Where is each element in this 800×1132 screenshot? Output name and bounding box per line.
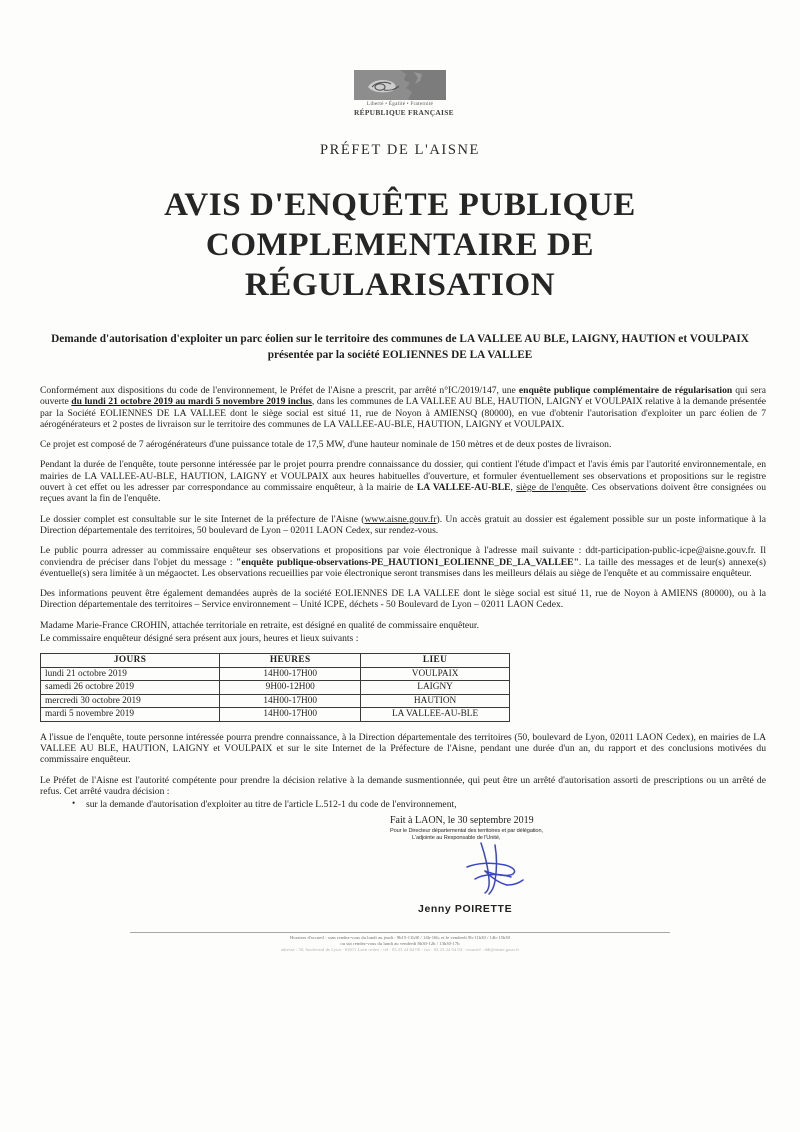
document-body xyxy=(0,385,800,644)
bullet-item-authorization: • sur la demande d'autorisation d'exploiter au titre de l'article L.512-1 du code de l'environnement, xyxy=(86,799,766,810)
footer-appointment-hours: ou sur rendez-vous du lundi au vendredi 8h30-12h / 13h30-17h xyxy=(340,941,460,947)
table-row xyxy=(41,708,510,722)
paragraph-dossier-online xyxy=(40,514,766,537)
title-line-3: RÉGULARISATION xyxy=(244,267,556,303)
p3-part-a: Pendant la durée de l'enquête, toute personne intéressée par le projet pourra prendre connaissance du dossier, qui contient l'étude d'impact et l'avis émis par l'autorité environnementale, en mairies de LA VALLEE-AU-BLE, HAUTION, LAIGNY et VOULPAIX aux heures habituelles d'ouverture, et formuler éventuellement ses observations et propositions sur le registre ouvert à cet effet ou les adresser par correspondance au commissaire enquêteur, à la mairie de xyxy=(40,459,766,494)
signature-place-date: Fait à LAON, le 30 septembre 2019 xyxy=(390,814,534,826)
footer-opening-hours: Horaires d'accueil : sans rendez-vous du lundi au jeudi : 9h15-11h30 / 14h-16h, et le vendredi 9h-11h30 / 14h-15h30 xyxy=(290,935,510,940)
prefecture-website-link[interactable]: www.aisne.gouv.fr xyxy=(364,513,437,525)
p4-part-b: ). Un accès gratuit au dossier est également possible sur un poste informatique à la Direction départementale des territoires, 50 boulevard de Lyon – 02011 LAON Cedex, sur rendez-vous. xyxy=(40,513,766,536)
delegation-line-1: Pour le Directeur départemental des territoires et par délégation, xyxy=(390,827,543,834)
cell-day: lundi 21 octobre 2019 xyxy=(41,667,220,681)
paragraph-prefect-authority: Le Préfet de l'Aisne est l'autorité compétente pour prendre la décision relative à la demande susmentionnée, qui peut être un arrêté d'autorisation assorti de prescriptions ou un arrêté de refus. Cet arrêté vaudra décision : xyxy=(40,774,766,798)
p1-part-c: qui sera ouverte xyxy=(40,385,766,408)
devise-text: Liberté • Égalité • Fraternité xyxy=(366,101,434,107)
title-line-2: COMPLEMENTAIRE DE xyxy=(205,227,595,263)
p1-part-e: , dans les communes de LA VALLEE AU BLE, HAUTION, LAIGNY et VOULPAIX relative à la demande présentée par la Société EOLIENNES DE LA VALLEE dont le siège social est situé 11, rue de Noyon à AMIENSQ (80000), en vue d'obtenir l'autorisation d'exploiter un parc éolien de 7 aérogénérateurs et 2 postes de livraison sur le territoire des communes de LA VALLEE-AU-BLE, HAUTION, LAIGNY et VOULPAIX. xyxy=(40,396,766,430)
delegation-line-2: L'adjointe au Responsable de l'Unité, xyxy=(412,835,501,842)
subtitle-line-1: Demande d'autorisation d'exploiter un parc éolien sur le territoire des communes de LA VALLEE AU BLE, xyxy=(51,333,569,345)
republique-francaise-text: RÉPUBLIQUE FRANÇAISE xyxy=(354,108,454,117)
signature-delegation xyxy=(390,828,800,843)
column-header-heures: HEURES xyxy=(220,654,361,668)
page-title xyxy=(0,185,800,305)
cell-hours: 14H00-17H00 xyxy=(220,694,361,708)
p1-dates-bold-underline: du lundi 21 octobre 2019 au mardi 5 novembre 2019 inclus xyxy=(71,396,312,408)
schedule-table xyxy=(40,653,510,722)
p3-part-c: , xyxy=(510,482,517,494)
p5-part-a: Le public pourra adresser au commissaire enquêteur ses observations et propositions par voie électronique à l'adresse mail suivante : ddt-participation-public-icpe@aisne.gouv.fr. Il conviendra de préciser dans l'objet du message : xyxy=(40,545,766,568)
table-header-row xyxy=(41,654,510,668)
table-row xyxy=(41,667,510,681)
marianne-logo xyxy=(354,70,454,117)
column-header-jours: JOURS xyxy=(41,654,220,668)
footer-divider xyxy=(130,932,670,933)
title-line-1: AVIS D'ENQUÊTE PUBLIQUE xyxy=(164,187,636,223)
cell-hours: 14H00-17H00 xyxy=(220,708,361,722)
prefecture-title: PRÉFET DE L'AISNE xyxy=(319,142,481,158)
paragraph-email-observations xyxy=(40,545,766,579)
p5-bold-subject: "enquête publique-observations-PE_HAUTION1_EOLIENNE_DE_LA_VALLEE" xyxy=(236,556,579,568)
document-body-closing xyxy=(0,732,800,811)
p5-part-c: . La taille des messages et de leur(s) annexe(s) éventuelle(s) sera limitée à un mégaoctet. Les observations recueillies par voie électronique seront transmises dans les meilleurs délais au siège de l'enquête et au commissaire enquêteur. xyxy=(40,556,766,579)
handwritten-signature xyxy=(455,841,533,897)
cell-place: LAIGNY xyxy=(361,681,510,695)
signatory-name: Jenny POIRETTE xyxy=(418,902,513,915)
schedule-table-container xyxy=(0,653,800,722)
paragraph-commissioner-presence: Le commissaire enquêteur désigné sera présent aux jours, heures et lieux suivants : xyxy=(40,633,359,645)
marianne-emblem-icon xyxy=(354,70,446,100)
cell-day: samedi 26 octobre 2019 xyxy=(41,681,220,695)
subtitle-line-2: LAIGNY, HAUTION et VOULPAIX présentée par la société EOLIENNES DE LA VALLEE xyxy=(267,333,749,361)
paragraph-post-enquiry: A l'issue de l'enquête, toute personne intéressée pourra prendre connaissance, à la Direction départementale des territoires (50, boulevard de Lyon, 02011 LAON Cedex), en mairies de LA VALLEE AU BLE, HAUTION, LAIGNY et VOULPAIX et sur le site Internet de la Préfecture de l'Aisne, pendant une durée d'un an, du rapport et des conclusions motivées du commissaire enquêteur. xyxy=(40,731,766,766)
p3-bold-mairie: LA VALLEE-AU-BLE xyxy=(416,482,511,494)
p3-part-e: . Ces observations doivent être consignées ou reçues avant la fin de l'enquête. xyxy=(40,482,767,505)
paragraph-prescription xyxy=(40,385,766,430)
document-subtitle xyxy=(0,331,800,363)
table-row xyxy=(41,694,510,708)
p1-part-a: Conformément aux dispositions du code de l'environnement, le Préfet de l'Aisne a prescrit, par arrêté n°IC/2019/147, une xyxy=(40,385,519,396)
republic-header xyxy=(0,0,800,120)
paragraph-more-information: Des informations peuvent être également demandées auprès de la société EOLIENNES DE LA VALLEE dont le siège social est situé 11, rue de Noyon à AMIENS (80000), ou à la Direction départementale des territoires – Service environnement – Unité ICPE, déchets - 50 Boulevard de Lyon – 02011 LAON Cedex. xyxy=(40,588,766,611)
cell-hours: 9H00-12H00 xyxy=(220,681,361,695)
page-footer xyxy=(0,932,800,954)
p3-underline-siege: siège de l'enquête xyxy=(516,482,586,494)
p4-part-a: Le dossier complet est consultable sur le site Internet de la préfecture de l'Aisne ( xyxy=(40,513,365,525)
column-header-lieu: LIEU xyxy=(361,654,510,668)
signature-block xyxy=(0,815,800,927)
footer-contact-address: adresse : 50, boulevard de Lyon - 02011 Laon cedex - tél : 03 23 24 64 00 - fax : 03 23 24 64 04 - courriel : ddt@aisne.gouv.fr xyxy=(280,947,520,953)
cell-place: LA VALLEE-AU-BLE xyxy=(361,708,510,722)
p1-bold-enquete: enquête publique complémentaire de régularisation xyxy=(518,385,733,396)
cell-place: HAUTION xyxy=(361,694,510,708)
table-row xyxy=(41,681,510,695)
paragraph-project-description: Ce projet est composé de 7 aérogénérateurs d'une puissance totale de 17,5 MW, d'une hauteur nominale de 150 mètres et de deux postes de livraison. xyxy=(40,439,612,451)
paragraph-consultation xyxy=(40,459,766,504)
cell-day: mardi 5 novembre 2019 xyxy=(41,708,220,722)
paragraph-commissioner: Madame Marie-France CROHIN, attachée territoriale en retraite, est désigné en qualité de commissaire enquêteur. xyxy=(40,619,479,631)
cell-hours: 14H00-17H00 xyxy=(220,667,361,681)
cell-place: VOULPAIX xyxy=(361,667,510,681)
decision-bullet-list xyxy=(40,799,766,810)
cell-day: mercredi 30 octobre 2019 xyxy=(41,694,220,708)
